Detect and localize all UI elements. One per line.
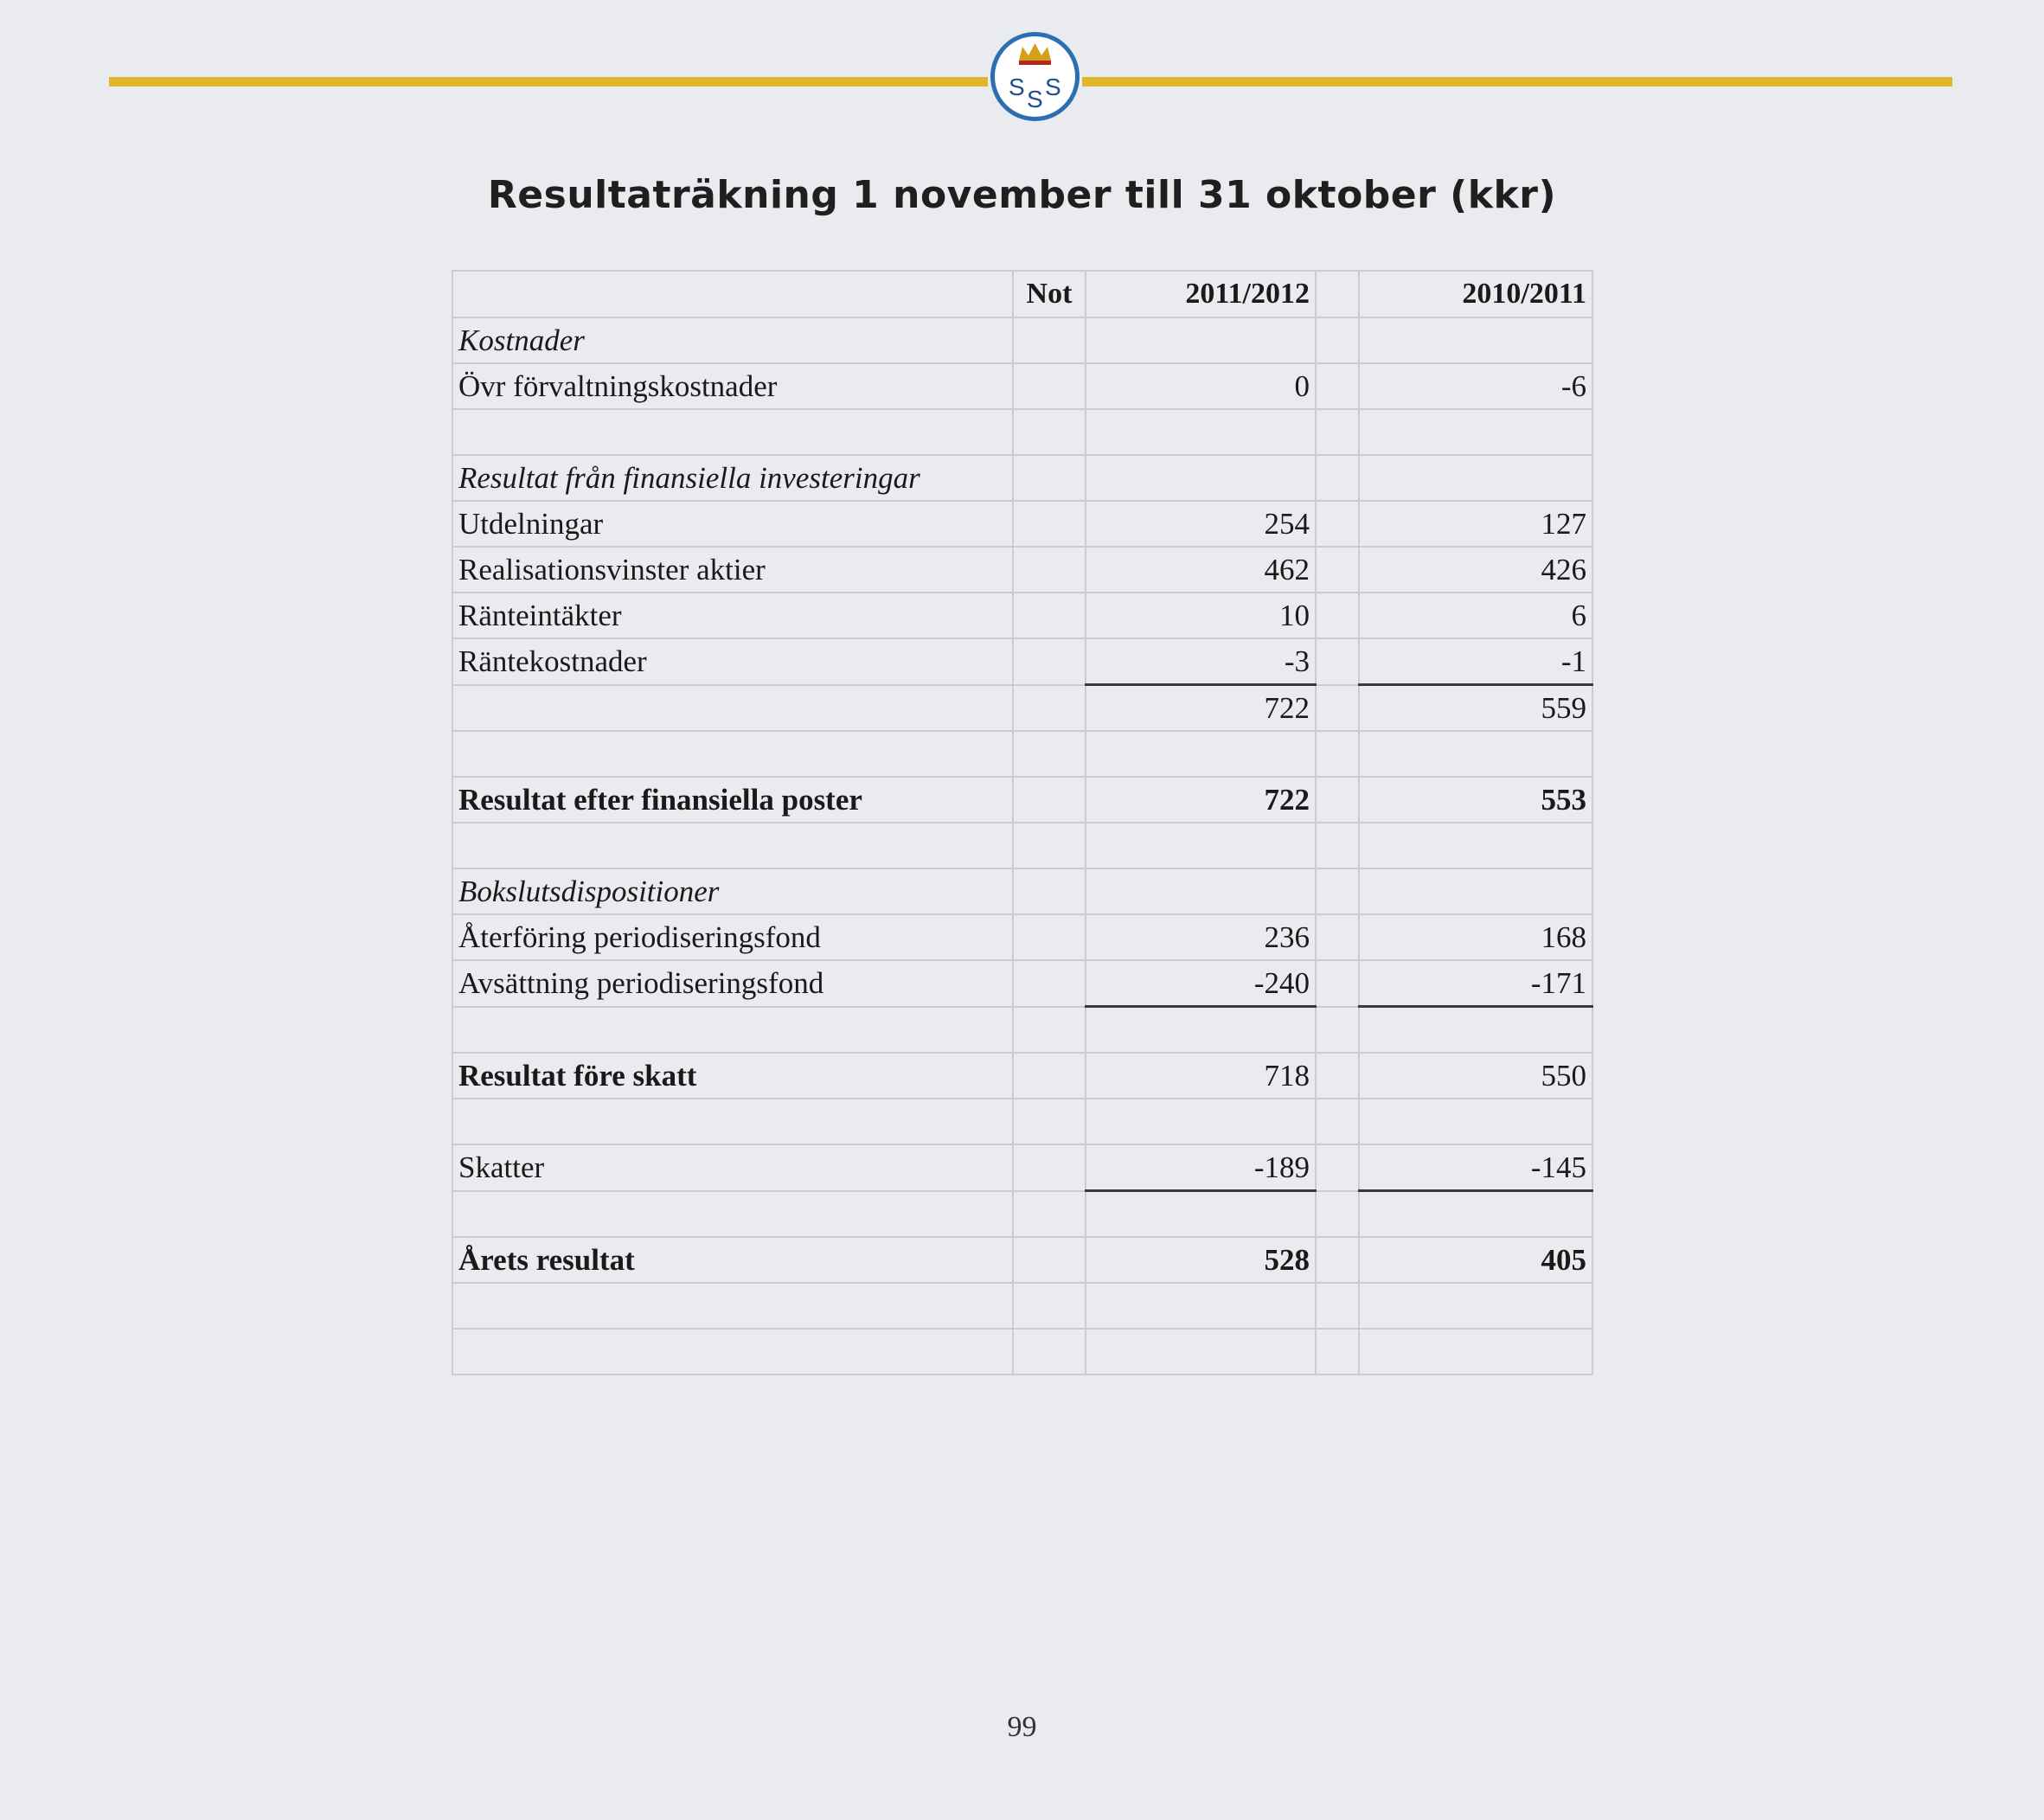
year1-cell: 528 [1086, 1237, 1316, 1283]
year1-cell [1086, 1283, 1316, 1329]
row-label: Realisationsvinster aktier [452, 547, 1013, 593]
row-label [452, 823, 1013, 868]
row-label: Återföring periodiseringsfond [452, 914, 1013, 960]
year2-cell: 553 [1359, 777, 1592, 823]
gap-cell [1316, 1237, 1359, 1283]
gap-cell [1316, 409, 1359, 455]
note-cell [1013, 823, 1086, 868]
column-header-year2: 2010/2011 [1359, 271, 1592, 317]
table-row [452, 1099, 1592, 1144]
table-row [452, 1329, 1592, 1375]
row-label: Årets resultat [452, 1237, 1013, 1283]
year1-cell [1086, 823, 1316, 868]
year2-cell: -6 [1359, 363, 1592, 409]
table-row [452, 914, 1592, 960]
logo-letter-right: S [1045, 74, 1061, 100]
year1-cell [1086, 455, 1316, 501]
table-row [452, 777, 1592, 823]
table-row [452, 455, 1592, 501]
note-cell [1013, 1191, 1086, 1238]
year1-cell [1086, 1099, 1316, 1144]
year2-cell [1359, 455, 1592, 501]
table-row [452, 823, 1592, 868]
logo-letter-left: S [1009, 74, 1025, 100]
note-cell [1013, 363, 1086, 409]
column-header-note: Not [1013, 271, 1086, 317]
gap-cell [1316, 960, 1359, 1007]
row-label: Utdelningar [452, 501, 1013, 547]
income-statement-table [452, 270, 1593, 1375]
gap-cell [1316, 1329, 1359, 1375]
header-rule-right [1082, 77, 1952, 87]
year2-cell: 405 [1359, 1237, 1592, 1283]
table-row [452, 731, 1592, 777]
row-label [452, 1329, 1013, 1375]
note-cell [1013, 1329, 1086, 1375]
gap-cell [1316, 1007, 1359, 1054]
year2-cell: -1 [1359, 638, 1592, 685]
note-cell [1013, 455, 1086, 501]
table-row [452, 409, 1592, 455]
gap-cell [1316, 638, 1359, 685]
gap-cell [1316, 1283, 1359, 1329]
note-cell [1013, 1237, 1086, 1283]
year2-cell [1359, 1191, 1592, 1238]
note-cell [1013, 593, 1086, 638]
year2-cell: 127 [1359, 501, 1592, 547]
row-label: Resultat före skatt [452, 1053, 1013, 1099]
year1-cell: -240 [1086, 960, 1316, 1007]
row-label: Avsättning periodiseringsfond [452, 960, 1013, 1007]
gap-cell [1316, 777, 1359, 823]
header-gap-cell [1316, 271, 1359, 317]
year1-cell [1086, 731, 1316, 777]
note-cell [1013, 1144, 1086, 1191]
year2-cell [1359, 1007, 1592, 1054]
year1-cell: 0 [1086, 363, 1316, 409]
gap-cell [1316, 593, 1359, 638]
year1-cell: 718 [1086, 1053, 1316, 1099]
row-label [452, 409, 1013, 455]
year2-cell [1359, 1283, 1592, 1329]
table-row [452, 363, 1592, 409]
gap-cell [1316, 823, 1359, 868]
year2-cell [1359, 731, 1592, 777]
gap-cell [1316, 1099, 1359, 1144]
table-row [452, 868, 1592, 914]
table-row [452, 1144, 1592, 1191]
note-cell [1013, 638, 1086, 685]
table-row [452, 1283, 1592, 1329]
gap-cell [1316, 455, 1359, 501]
row-label: Resultat från finansiella investeringar [452, 455, 1013, 501]
note-cell [1013, 501, 1086, 547]
year2-cell: -171 [1359, 960, 1592, 1007]
gap-cell [1316, 317, 1359, 363]
year2-cell [1359, 1099, 1592, 1144]
year1-cell: -3 [1086, 638, 1316, 685]
note-cell [1013, 868, 1086, 914]
note-cell [1013, 1099, 1086, 1144]
income-statement [452, 270, 1592, 1375]
table-row [452, 1237, 1592, 1283]
row-label: Ränteintäkter [452, 593, 1013, 638]
note-cell [1013, 1283, 1086, 1329]
table-header-row [452, 271, 1592, 317]
table-row [452, 501, 1592, 547]
header-rule-left [109, 77, 988, 87]
row-label: Räntekostnader [452, 638, 1013, 685]
table-row [452, 1191, 1592, 1238]
gap-cell [1316, 731, 1359, 777]
note-cell [1013, 317, 1086, 363]
table-row [452, 638, 1592, 685]
gap-cell [1316, 685, 1359, 732]
table-row [452, 1053, 1592, 1099]
note-cell [1013, 547, 1086, 593]
gap-cell [1316, 1144, 1359, 1191]
row-label: Övr förvaltningskostnader [452, 363, 1013, 409]
note-cell [1013, 409, 1086, 455]
logo-letter-mid: S [1027, 86, 1043, 112]
year2-cell: 559 [1359, 685, 1592, 732]
page-number: 99 [1007, 1711, 1037, 1743]
note-cell [1013, 777, 1086, 823]
gap-cell [1316, 363, 1359, 409]
year2-cell: 168 [1359, 914, 1592, 960]
year1-cell: 10 [1086, 593, 1316, 638]
year2-cell: 6 [1359, 593, 1592, 638]
row-label: Kostnader [452, 317, 1013, 363]
page-title: Resultaträkning 1 november till 31 oktober (kkr) [487, 173, 1557, 217]
year2-cell [1359, 868, 1592, 914]
gap-cell [1316, 501, 1359, 547]
note-cell [1013, 960, 1086, 1007]
year1-cell [1086, 1007, 1316, 1054]
table-row [452, 593, 1592, 638]
year1-cell: -189 [1086, 1144, 1316, 1191]
year2-cell [1359, 317, 1592, 363]
year2-cell [1359, 823, 1592, 868]
note-cell [1013, 914, 1086, 960]
year2-cell: -145 [1359, 1144, 1592, 1191]
year2-cell [1359, 1329, 1592, 1375]
row-label [452, 1007, 1013, 1054]
gap-cell [1316, 914, 1359, 960]
year1-cell: 462 [1086, 547, 1316, 593]
row-label [452, 1099, 1013, 1144]
table-row [452, 685, 1592, 732]
row-label: Resultat efter finansiella poster [452, 777, 1013, 823]
gap-cell [1316, 547, 1359, 593]
note-cell [1013, 1007, 1086, 1054]
society-logo-icon [988, 29, 1082, 124]
year2-cell: 550 [1359, 1053, 1592, 1099]
year1-cell [1086, 409, 1316, 455]
year1-cell: 236 [1086, 914, 1316, 960]
note-cell [1013, 685, 1086, 732]
year1-cell: 722 [1086, 685, 1316, 732]
gap-cell [1316, 868, 1359, 914]
row-label [452, 1283, 1013, 1329]
table-row [452, 317, 1592, 363]
year1-cell [1086, 317, 1316, 363]
row-label [452, 1191, 1013, 1238]
row-label [452, 685, 1013, 732]
year1-cell: 722 [1086, 777, 1316, 823]
header-label-cell [452, 271, 1013, 317]
note-cell [1013, 731, 1086, 777]
note-cell [1013, 1053, 1086, 1099]
gap-cell [1316, 1053, 1359, 1099]
table-row [452, 960, 1592, 1007]
year2-cell: 426 [1359, 547, 1592, 593]
year1-cell [1086, 1191, 1316, 1238]
row-label [452, 731, 1013, 777]
row-label: Skatter [452, 1144, 1013, 1191]
year1-cell [1086, 1329, 1316, 1375]
row-label: Bokslutsdispositioner [452, 868, 1013, 914]
gap-cell [1316, 1191, 1359, 1238]
table-row [452, 547, 1592, 593]
year2-cell [1359, 409, 1592, 455]
column-header-year1: 2011/2012 [1086, 271, 1316, 317]
year1-cell [1086, 868, 1316, 914]
year1-cell: 254 [1086, 501, 1316, 547]
table-row [452, 1007, 1592, 1054]
